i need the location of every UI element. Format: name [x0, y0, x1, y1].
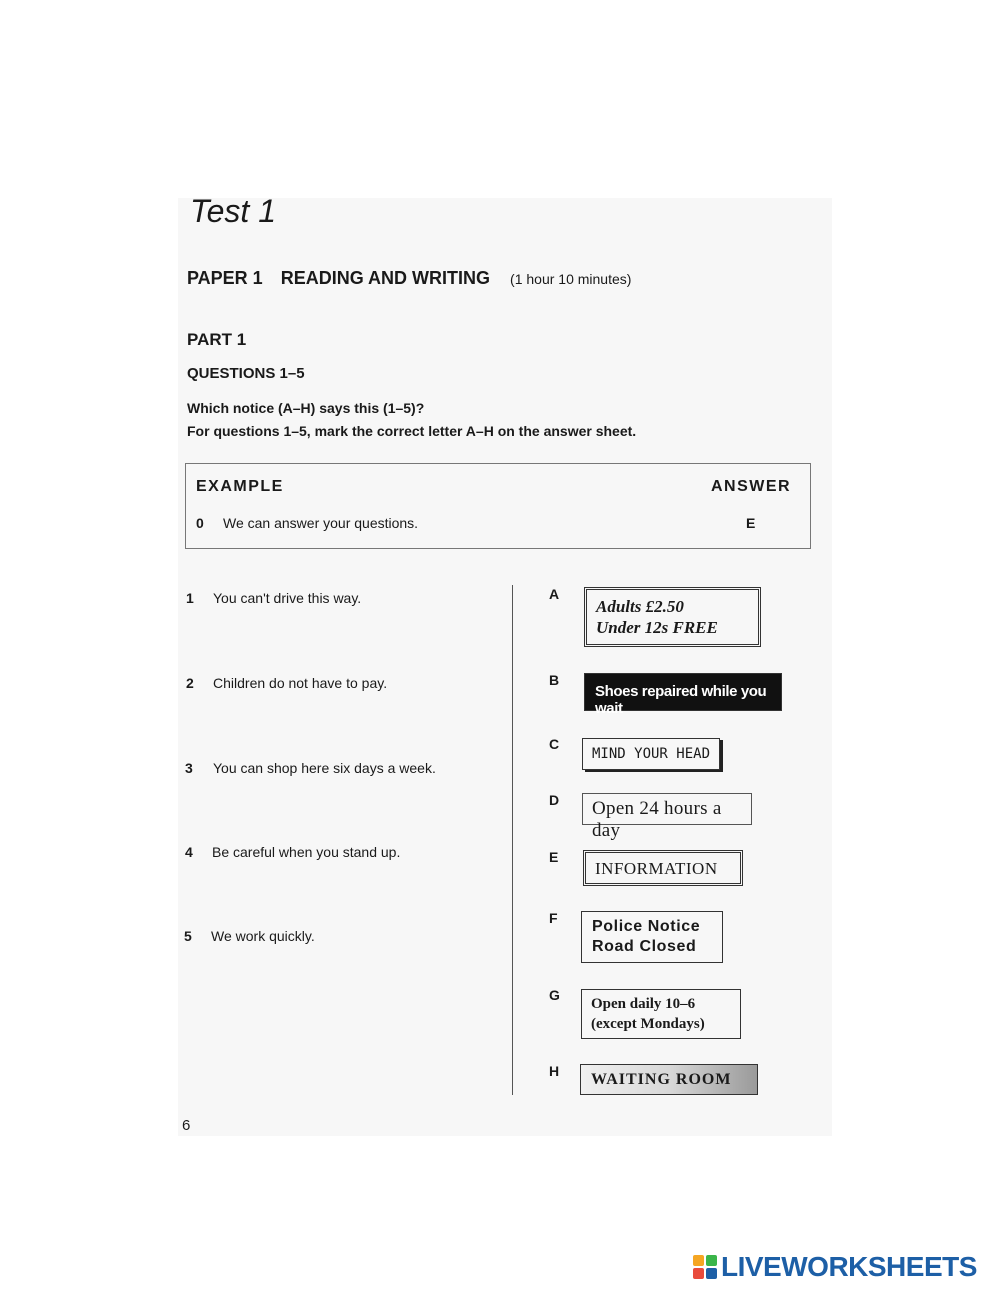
example-box — [185, 463, 811, 549]
question-number: 3 — [185, 760, 193, 776]
notice-line: Road Closed — [592, 938, 697, 955]
questions-range: QUESTIONS 1–5 — [187, 365, 305, 382]
liveworksheets-logo[interactable] — [693, 1252, 977, 1282]
example-answer: E — [746, 515, 756, 531]
section-label: READING AND WRITING — [280, 268, 491, 288]
notice-letter: A — [549, 586, 560, 602]
brand-name: LIVEWORKSHEETS — [721, 1251, 977, 1282]
instruction-line-2: For questions 1–5, mark the correct letter A–H on the answer sheet. — [187, 423, 637, 439]
logo-square — [706, 1255, 717, 1266]
notice-letter: H — [549, 1063, 560, 1079]
notice-line: Under 12s FREE — [596, 618, 718, 637]
question-number: 2 — [186, 675, 194, 691]
liveworksheets-icon — [693, 1255, 717, 1279]
notice-letter: C — [549, 736, 560, 752]
question-text: You can shop here six days a week. — [213, 760, 436, 776]
notice-f — [581, 911, 723, 963]
notice-line: Shoes repaired while you wait — [595, 683, 767, 717]
notice-a — [584, 587, 761, 647]
instruction-line-1: Which notice (A–H) says this (1–5)? — [187, 400, 425, 416]
question-text: Be careful when you stand up. — [212, 844, 401, 860]
notice-h — [580, 1064, 758, 1095]
duration-label: (1 hour 10 minutes) — [510, 271, 632, 287]
logo-square — [693, 1255, 704, 1266]
example-text: We can answer your questions. — [223, 515, 419, 531]
paper-heading — [187, 268, 631, 289]
answer-label: ANSWER — [711, 478, 792, 495]
notice-line: Police Notice — [592, 918, 701, 935]
notice-letter: G — [549, 987, 560, 1003]
question-text: We work quickly. — [211, 928, 315, 944]
paper-label: PAPER 1 — [187, 268, 263, 288]
notice-line: Adults £2.50 — [596, 597, 684, 616]
question-number: 4 — [185, 844, 193, 860]
notice-letter: E — [549, 849, 559, 865]
notice-b — [584, 673, 782, 717]
logo-square — [706, 1268, 717, 1279]
notice-letter: D — [549, 792, 560, 808]
part-title: PART 1 — [187, 330, 247, 349]
notice-c — [582, 738, 720, 770]
page-number: 6 — [182, 1117, 191, 1134]
example-label: EXAMPLE — [196, 478, 284, 495]
question-text: Children do not have to pay. — [213, 675, 388, 691]
example-number: 0 — [196, 515, 204, 531]
notice-e — [583, 850, 743, 886]
notice-line: (except Mondays) — [591, 1016, 705, 1032]
notice-letter: F — [549, 910, 558, 926]
logo-square — [693, 1268, 704, 1279]
question-number: 5 — [184, 928, 192, 944]
notice-line: INFORMATION — [595, 859, 718, 878]
notice-line: Open 24 hours a day — [592, 798, 722, 841]
question-number: 1 — [186, 590, 194, 606]
notice-line: WAITING ROOM — [591, 1071, 732, 1088]
column-divider — [512, 585, 513, 1095]
notice-g — [581, 989, 741, 1039]
notice-d — [582, 793, 752, 841]
test-title: Test 1 — [190, 193, 276, 229]
notice-line: Open daily 10–6 — [591, 996, 696, 1012]
notice-letter: B — [549, 672, 560, 688]
notice-line: MIND YOUR HEAD — [592, 746, 711, 762]
question-text: You can't drive this way. — [213, 590, 362, 606]
